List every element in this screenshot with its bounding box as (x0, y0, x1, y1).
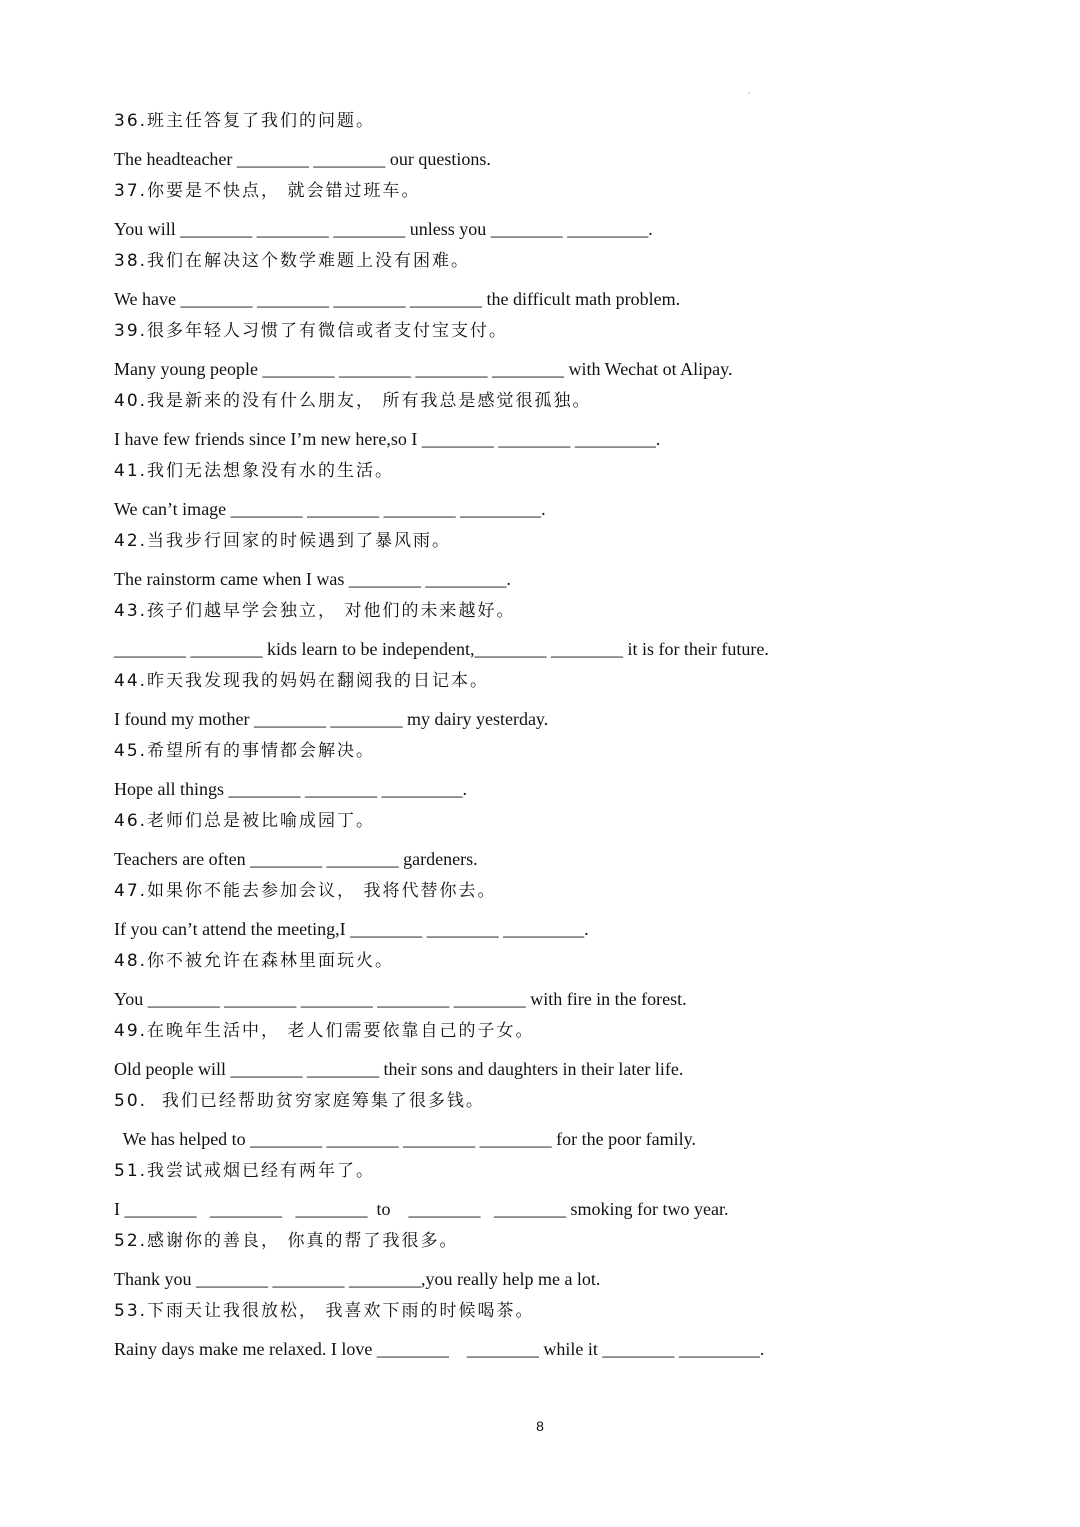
question-48-english: You ________ ________ ________ ________ ________ with fire in the forest. (114, 989, 687, 1009)
question-40-english: I have few friends since I’m new here,so I ________ ________ _________. (114, 429, 661, 449)
question-40-chinese: 40.我是新来的没有什么朋友， 所有我总是感觉很孤独。 (114, 391, 592, 411)
question-48-chinese: 48.你不被允许在森林里面玩火。 (114, 951, 395, 971)
question-47-chinese: 47.如果你不能去参加会议， 我将代替你去。 (114, 881, 497, 901)
scan-dot-mark (748, 92, 750, 94)
question-36-english: The headteacher ________ ________ our questions. (114, 149, 491, 169)
question-42-chinese: 42.当我步行回家的时候遇到了暴风雨。 (114, 531, 452, 551)
question-50-chinese: 50. 我们已经帮助贫穷家庭筹集了很多钱。 (114, 1091, 485, 1111)
question-42-english: The rainstorm came when I was ________ _________. (114, 569, 511, 589)
question-47-english: If you can’t attend the meeting,I ________ ________ _________. (114, 919, 589, 939)
question-50-english: We has helped to ________ ________ ________ ________ for the poor family. (114, 1129, 696, 1149)
question-43-chinese: 43.孩子们越早学会独立， 对他们的未来越好。 (114, 601, 516, 621)
question-51-english: I ________ ________ ________ to ________ ________ smoking for two year. (114, 1199, 729, 1219)
question-45-english: Hope all things ________ ________ _________. (114, 779, 467, 799)
question-45-chinese: 45.希望所有的事情都会解决。 (114, 741, 376, 761)
question-38-english: We have ________ ________ ________ ________ the difficult math problem. (114, 289, 681, 309)
question-46-chinese: 46.老师们总是被比喻成园丁。 (114, 811, 376, 831)
question-37-chinese: 37.你要是不快点， 就会错过班车。 (114, 181, 421, 201)
question-52-english: Thank you ________ ________ ________,you really help me a lot. (114, 1269, 601, 1289)
question-52-chinese: 52.感谢你的善良， 你真的帮了我很多。 (114, 1231, 459, 1251)
question-49-english: Old people will ________ ________ their sons and daughters in their later life. (114, 1059, 684, 1079)
question-39-english: Many young people ________ ________ ________ ________ with Wechat ot Alipay. (114, 359, 733, 379)
question-51-chinese: 51.我尝试戒烟已经有两年了。 (114, 1161, 376, 1181)
question-41-chinese: 41.我们无法想象没有水的生活。 (114, 461, 395, 481)
question-37-english: You will ________ ________ ________ unless you ________ _________. (114, 219, 653, 239)
question-53-english: Rainy days make me relaxed. I love ________ ________ while it ________ _________. (114, 1339, 765, 1359)
question-46-english: Teachers are often ________ ________ gardeners. (114, 849, 478, 869)
question-44-chinese: 44.昨天我发现我的妈妈在翻阅我的日记本。 (114, 671, 490, 691)
question-38-chinese: 38.我们在解决这个数学难题上没有困难。 (114, 251, 471, 271)
question-43-english: ________ ________ kids learn to be independent,________ ________ it is for their future. (114, 639, 769, 659)
question-49-chinese: 49.在晚年生活中， 老人们需要依靠自己的子女。 (114, 1021, 535, 1041)
page-number: 8 (536, 1418, 544, 1434)
question-36-chinese: 36.班主任答复了我们的问题。 (114, 111, 376, 131)
question-39-chinese: 39.很多年轻人习惯了有微信或者支付宝支付。 (114, 321, 509, 341)
question-44-english: I found my mother ________ ________ my dairy yesterday. (114, 709, 549, 729)
question-53-chinese: 53.下雨天让我很放松， 我喜欢下雨的时候喝茶。 (114, 1301, 535, 1321)
question-41-english: We can’t image ________ ________ ________ _________. (114, 499, 546, 519)
